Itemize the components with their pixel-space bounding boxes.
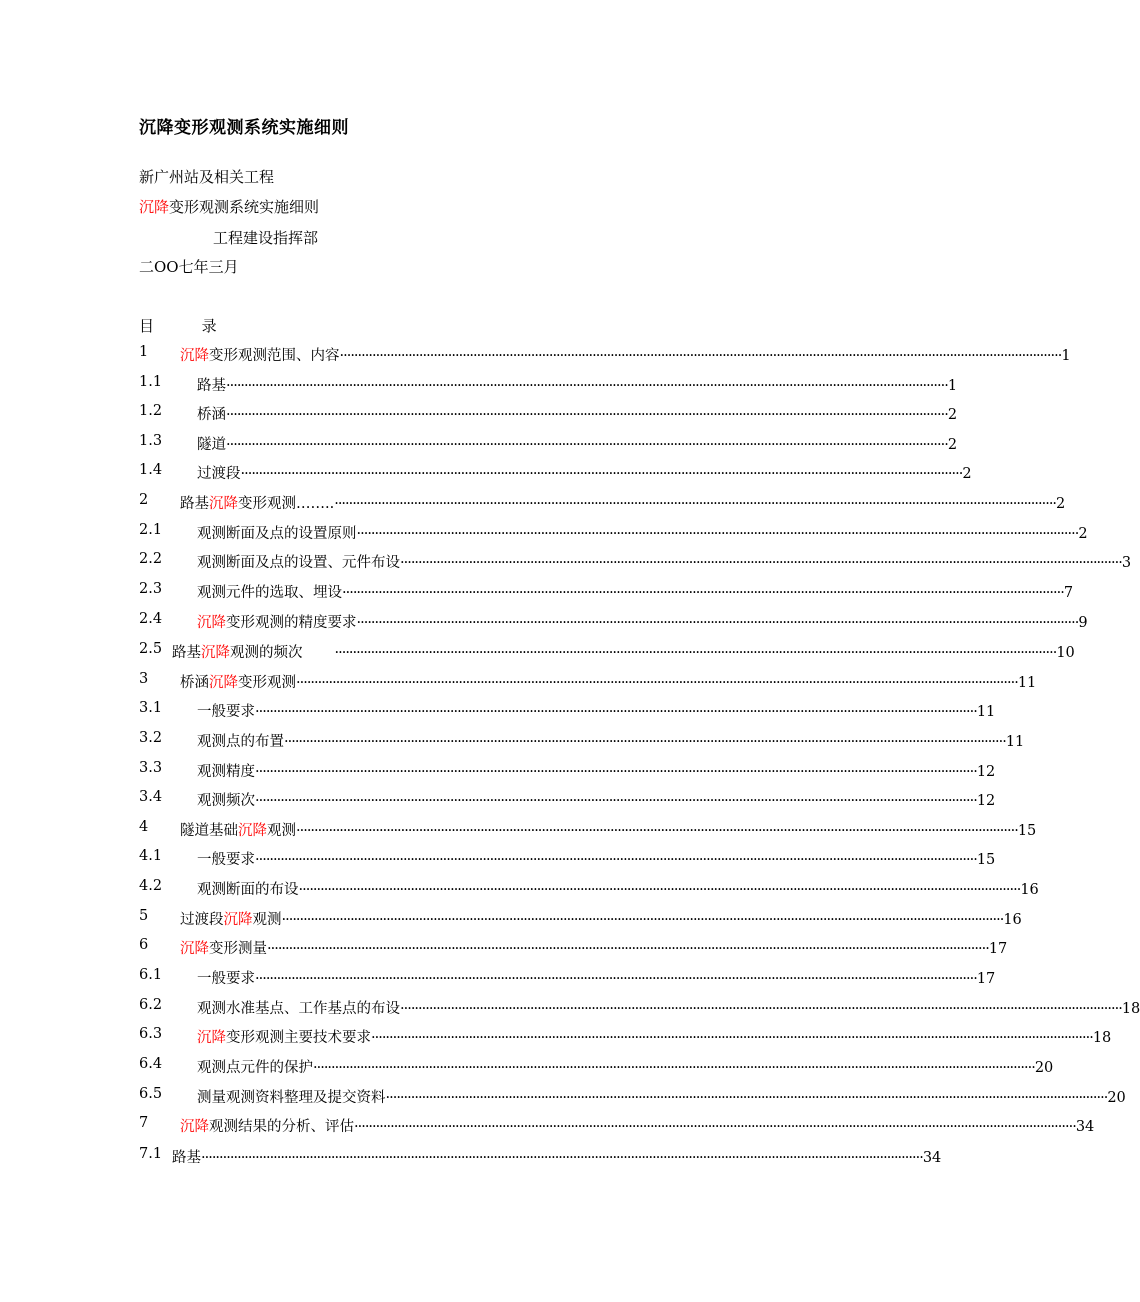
- toc-entry-title-pre: 隧道: [197, 437, 226, 453]
- toc-entry-leader: ········································································································································································································: [339, 348, 1062, 364]
- toc-entry-page: 15: [976, 852, 996, 868]
- toc-entry-leader: ········································································································································································································: [267, 941, 989, 957]
- toc-entry-title: [197, 1056, 313, 1077]
- toc-entry-number: 1.4: [139, 462, 163, 478]
- toc-entry[interactable]: [139, 492, 1066, 514]
- toc-entry-title-pre: 路基: [197, 378, 226, 394]
- toc-entry-leader: ········································································································································································································: [255, 971, 977, 987]
- toc-entry-leader: ········································································································································································································: [255, 704, 977, 720]
- toc-entry-number: 3.4: [139, 789, 163, 805]
- toc-entry-title-post: 变形观测主要技术要求: [226, 1030, 371, 1046]
- toc-entry-number: 4.1: [139, 848, 163, 864]
- toc-entry-number: 3.1: [139, 700, 163, 716]
- toc-entry-title-pre: 路基: [172, 1150, 201, 1166]
- toc-entry[interactable]: [139, 760, 996, 782]
- toc-entry-leader: ········································································································································································································: [255, 764, 977, 780]
- toc-entry-title: [197, 878, 299, 899]
- toc-entry[interactable]: [139, 878, 1039, 900]
- toc-entry-number: 7: [139, 1115, 149, 1131]
- toc-entry-number: 1.2: [139, 403, 163, 419]
- document-name-red: 沉降: [139, 198, 170, 216]
- toc-entry-title: [197, 1086, 386, 1107]
- toc-entry-leader: ········································································································································································································: [226, 437, 948, 453]
- toc-entry-title-pre: 一般要求: [197, 704, 255, 720]
- toc-entry[interactable]: [139, 967, 996, 989]
- toc-entry-title-pre: 隧道基础: [180, 823, 238, 839]
- toc-entry-title: [197, 848, 255, 869]
- toc-entry[interactable]: [139, 611, 1088, 633]
- toc-entry-number: 2.5: [139, 641, 163, 657]
- toc-entry-page: 12: [976, 793, 996, 809]
- toc-entry-title-post: 观测的频次: [230, 645, 303, 661]
- toc-entry[interactable]: [139, 1086, 1126, 1108]
- toc-entry-title: [197, 1026, 371, 1047]
- toc-entry-title: [197, 760, 255, 781]
- toc-entry-number: 2.2: [139, 551, 163, 567]
- toc-entry-number: 6.3: [139, 1026, 163, 1042]
- toc-entry[interactable]: [139, 433, 958, 455]
- toc-entry-leader: ········································································································································································································: [298, 882, 1021, 898]
- toc-entry-title: [197, 581, 342, 602]
- toc-entry-page: 12: [976, 764, 996, 780]
- toc-entry-title-red: 沉降: [180, 348, 209, 364]
- toc-entry-title-pre: 桥涵: [197, 407, 226, 423]
- toc-entry-title-red: 沉降: [223, 912, 253, 928]
- toc-entry-page: 2: [1078, 526, 1088, 542]
- toc-entry[interactable]: [139, 522, 1088, 544]
- toc-entry-title-pre: 测量观测资料整理及提交资料: [197, 1090, 386, 1106]
- document-name: [139, 196, 319, 217]
- toc-entry-title: [197, 433, 226, 454]
- toc-entry-page: 20: [1034, 1060, 1054, 1076]
- document-title: 沉降变形观测系统实施细则: [139, 118, 349, 138]
- toc-entry-title-pre: 桥涵: [180, 675, 209, 691]
- toc-entry-page: 10: [1056, 645, 1075, 661]
- toc-entry-leader: ········································································································································································································: [313, 1060, 1035, 1076]
- toc-entry[interactable]: [139, 700, 996, 722]
- toc-entry-leader: ········································································································································································································: [334, 496, 1057, 512]
- toc-entry-title-pre: 过渡段: [197, 466, 241, 482]
- toc-entry[interactable]: [139, 581, 1074, 603]
- toc-entry-title-pre: 观测断面及点的设置原则: [197, 526, 357, 542]
- toc-entry-title-red: 沉降: [209, 675, 238, 691]
- toc-entry-title-pre: 过渡段: [180, 912, 224, 928]
- toc-entry-title-post: 变形观测: [238, 675, 296, 691]
- toc-entry-number: 6.5: [139, 1086, 163, 1102]
- toc-entry-leader: ········································································································································································································: [342, 585, 1064, 601]
- toc-entry-page: 20: [1107, 1090, 1126, 1106]
- date: 二OO七年三月: [139, 258, 239, 276]
- toc-entry-title-pre: 路基: [172, 645, 201, 661]
- project-name: 新广州站及相关工程: [139, 168, 275, 186]
- toc-entry-page: 16: [1003, 912, 1022, 928]
- toc-entry-title: [172, 641, 303, 662]
- toc-entry-leader: ········································································································································································································: [334, 645, 1057, 661]
- toc-entry-page: 17: [976, 971, 996, 987]
- toc-entry[interactable]: [139, 819, 1037, 841]
- toc-entry-title-pre: 观测点的布置: [197, 734, 284, 750]
- toc-entry-leader: ········································································································································································································: [356, 526, 1079, 542]
- toc-entry-number: 3.2: [139, 730, 163, 746]
- toc-entry-title-red: 沉降: [180, 1119, 209, 1135]
- toc-entry[interactable]: [139, 551, 1132, 573]
- document-name-rest: 变形观测系统实施细则: [169, 198, 320, 216]
- toc-entry-leader: ········································································································································································································: [240, 466, 963, 482]
- toc-entry-title: [197, 967, 255, 988]
- toc-entry-number: 6.4: [139, 1056, 163, 1072]
- toc-entry-title-pre: 路基: [180, 496, 209, 512]
- toc-entry-title: [180, 492, 296, 513]
- toc-entry-page: 16: [1020, 882, 1039, 898]
- toc-entry-title: [197, 522, 357, 543]
- toc-entry-title-post: 观测: [252, 912, 282, 928]
- toc-entry-title-red: 沉降: [197, 615, 226, 631]
- toc-entry[interactable]: [139, 1115, 1095, 1137]
- toc-entry[interactable]: [139, 641, 1075, 663]
- toc-entry-leader: ········································································································································································································: [400, 555, 1122, 571]
- toc-entry-title-pre: 观测点元件的保护: [197, 1060, 313, 1076]
- toc-entry-page: 1: [1061, 348, 1071, 364]
- toc-entry-page: 17: [988, 941, 1008, 957]
- toc-entry-title: [197, 700, 255, 721]
- toc-entry-title-post: 观测结果的分析、评估: [209, 1119, 354, 1135]
- toc-entry-page: 34: [922, 1150, 942, 1166]
- toc-entry-page: 18: [1121, 1001, 1140, 1017]
- toc-entry-title-post: 变形观测范围、内容: [209, 348, 340, 364]
- toc-entry-title: [197, 374, 226, 395]
- toc-entry-title: [197, 789, 255, 810]
- toc-entry-page: 2: [1056, 496, 1066, 512]
- toc-entry-title: [180, 937, 267, 958]
- toc-entry-page: 2: [947, 407, 958, 423]
- toc-entry-leader: ········································································································································································································: [354, 1119, 1076, 1135]
- toc-entry-title-red: 沉降: [209, 496, 238, 512]
- toc-entry-number: 3.3: [139, 760, 163, 776]
- toc-entry-leader: ········································································································································································································: [371, 1030, 1093, 1046]
- toc-entry-title-red: 沉降: [197, 1030, 226, 1046]
- toc-entry[interactable]: [139, 403, 958, 425]
- toc-entry[interactable]: [139, 462, 972, 484]
- toc-entry-page: 11: [976, 704, 996, 720]
- toc-entry-number: 2.4: [139, 611, 163, 627]
- toc-entry-title-pre: 观测精度: [197, 764, 255, 780]
- toc-entry-title-pre: 观测断面及点的设置、元件布设: [197, 555, 400, 571]
- toc-entry[interactable]: [139, 671, 1037, 693]
- toc-entry-title-post: 观测: [267, 823, 296, 839]
- toc-entry[interactable]: [139, 848, 996, 870]
- toc-entry-number: 1: [139, 344, 149, 360]
- toc-entry-title: [180, 1115, 354, 1136]
- toc-entry-title: [197, 462, 241, 483]
- toc-entry-number: 5: [139, 908, 149, 924]
- toc-entry-page: 2: [947, 437, 958, 453]
- toc-entry-title-red: 沉降: [238, 823, 267, 839]
- toc-entry-page: 7: [1063, 585, 1074, 601]
- toc-entry-page: 2: [962, 466, 972, 482]
- toc-entry-number: 6.2: [139, 997, 163, 1013]
- toc-entry[interactable]: [139, 374, 958, 396]
- toc-entry-leader: ········································································································································································································: [226, 407, 948, 423]
- toc-entry-title-post: 变形观测的精度要求: [226, 615, 357, 631]
- toc-entry-title: [197, 611, 357, 632]
- toc-entry[interactable]: [139, 997, 1140, 1019]
- toc-entry-title-post: 变形测量: [209, 941, 267, 957]
- toc-entry-title: [197, 997, 400, 1018]
- toc-entry-title-red: 沉降: [180, 941, 209, 957]
- toc-entry-leader: ········································································································································································································: [385, 1090, 1108, 1106]
- toc-entry-leader: ········································································································································································································: [226, 378, 948, 394]
- toc-entry-title-pre: 观测断面的布设: [197, 882, 299, 898]
- toc-entry[interactable]: [139, 789, 996, 811]
- toc-entry[interactable]: [139, 1026, 1112, 1048]
- toc-entry-title-pre: 一般要求: [197, 852, 255, 868]
- toc-entry-number: 4: [139, 819, 149, 835]
- toc-entry-number: 7.1: [139, 1146, 163, 1162]
- toc-entry-number: 2: [139, 492, 149, 508]
- toc-entry-leader: ········································································································································································································: [356, 615, 1079, 631]
- toc-entry-leader: ········································································································································································································: [255, 793, 977, 809]
- toc-entry-page: 18: [1092, 1030, 1112, 1046]
- toc-entry-page: 9: [1078, 615, 1088, 631]
- toc-entry-number: 2.3: [139, 581, 163, 597]
- toc-entry-number: 6.1: [139, 967, 163, 983]
- toc-entry-page: 3: [1121, 555, 1132, 571]
- toc-entry-title-pre: 一般要求: [197, 971, 255, 987]
- toc-entry-leader: ········································································································································································································: [284, 734, 1006, 750]
- toc-entry[interactable]: [139, 1146, 942, 1168]
- toc-entry-title-post: 变形观测: [238, 496, 296, 512]
- toc-entry[interactable]: [139, 344, 1071, 366]
- toc-entry-title: [180, 819, 296, 840]
- toc-entry-number: 1.1: [139, 374, 163, 390]
- toc-entry[interactable]: [139, 730, 1025, 752]
- toc-entry-page: 11: [1017, 675, 1037, 691]
- toc-entry-leader: ········································································································································································································: [201, 1150, 923, 1166]
- toc-entry-title: [180, 344, 340, 365]
- toc-entry-title: [197, 730, 284, 751]
- toc-entry[interactable]: [139, 908, 1022, 930]
- toc-entry-number: 4.2: [139, 878, 163, 894]
- toc-entry-leader: ········································································································································································································: [400, 1001, 1122, 1017]
- toc-entry-title: [197, 551, 400, 572]
- toc-entry-number: 2.1: [139, 522, 163, 538]
- toc-entry-number: 6: [139, 937, 149, 953]
- toc-entry-title: [197, 403, 226, 424]
- toc-entry-title-red: 沉降: [201, 645, 230, 661]
- toc-entry-number: 3: [139, 671, 149, 687]
- toc-entry-number: 1.3: [139, 433, 163, 449]
- toc-heading: 目 录: [139, 317, 217, 335]
- toc-entry[interactable]: [139, 1056, 1054, 1078]
- toc-entry[interactable]: [139, 937, 1008, 959]
- department: 工程建设指挥部: [213, 229, 319, 247]
- toc-entry-leader: ········································································································································································································: [255, 852, 977, 868]
- toc-entry-page: 11: [1005, 734, 1025, 750]
- toc-entry-extra-dots: ……..: [296, 496, 335, 512]
- toc-entry-title-pre: 观测水准基点、工作基点的布设: [197, 1001, 400, 1017]
- toc-entry-title: [172, 1146, 201, 1167]
- toc-entry-leader: ········································································································································································································: [296, 675, 1018, 691]
- toc-entry-title-pre: 观测元件的选取、埋设: [197, 585, 342, 601]
- toc-entry-title-pre: 观测频次: [197, 793, 255, 809]
- toc-entry-page: 1: [947, 378, 958, 394]
- toc-entry-title: [180, 671, 296, 692]
- toc-entry-leader: ········································································································································································································: [296, 823, 1018, 839]
- toc-entry-page: 34: [1075, 1119, 1095, 1135]
- toc-entry-title: [180, 908, 282, 929]
- toc-entry-page: 15: [1017, 823, 1037, 839]
- toc-entry-leader: ········································································································································································································: [281, 912, 1004, 928]
